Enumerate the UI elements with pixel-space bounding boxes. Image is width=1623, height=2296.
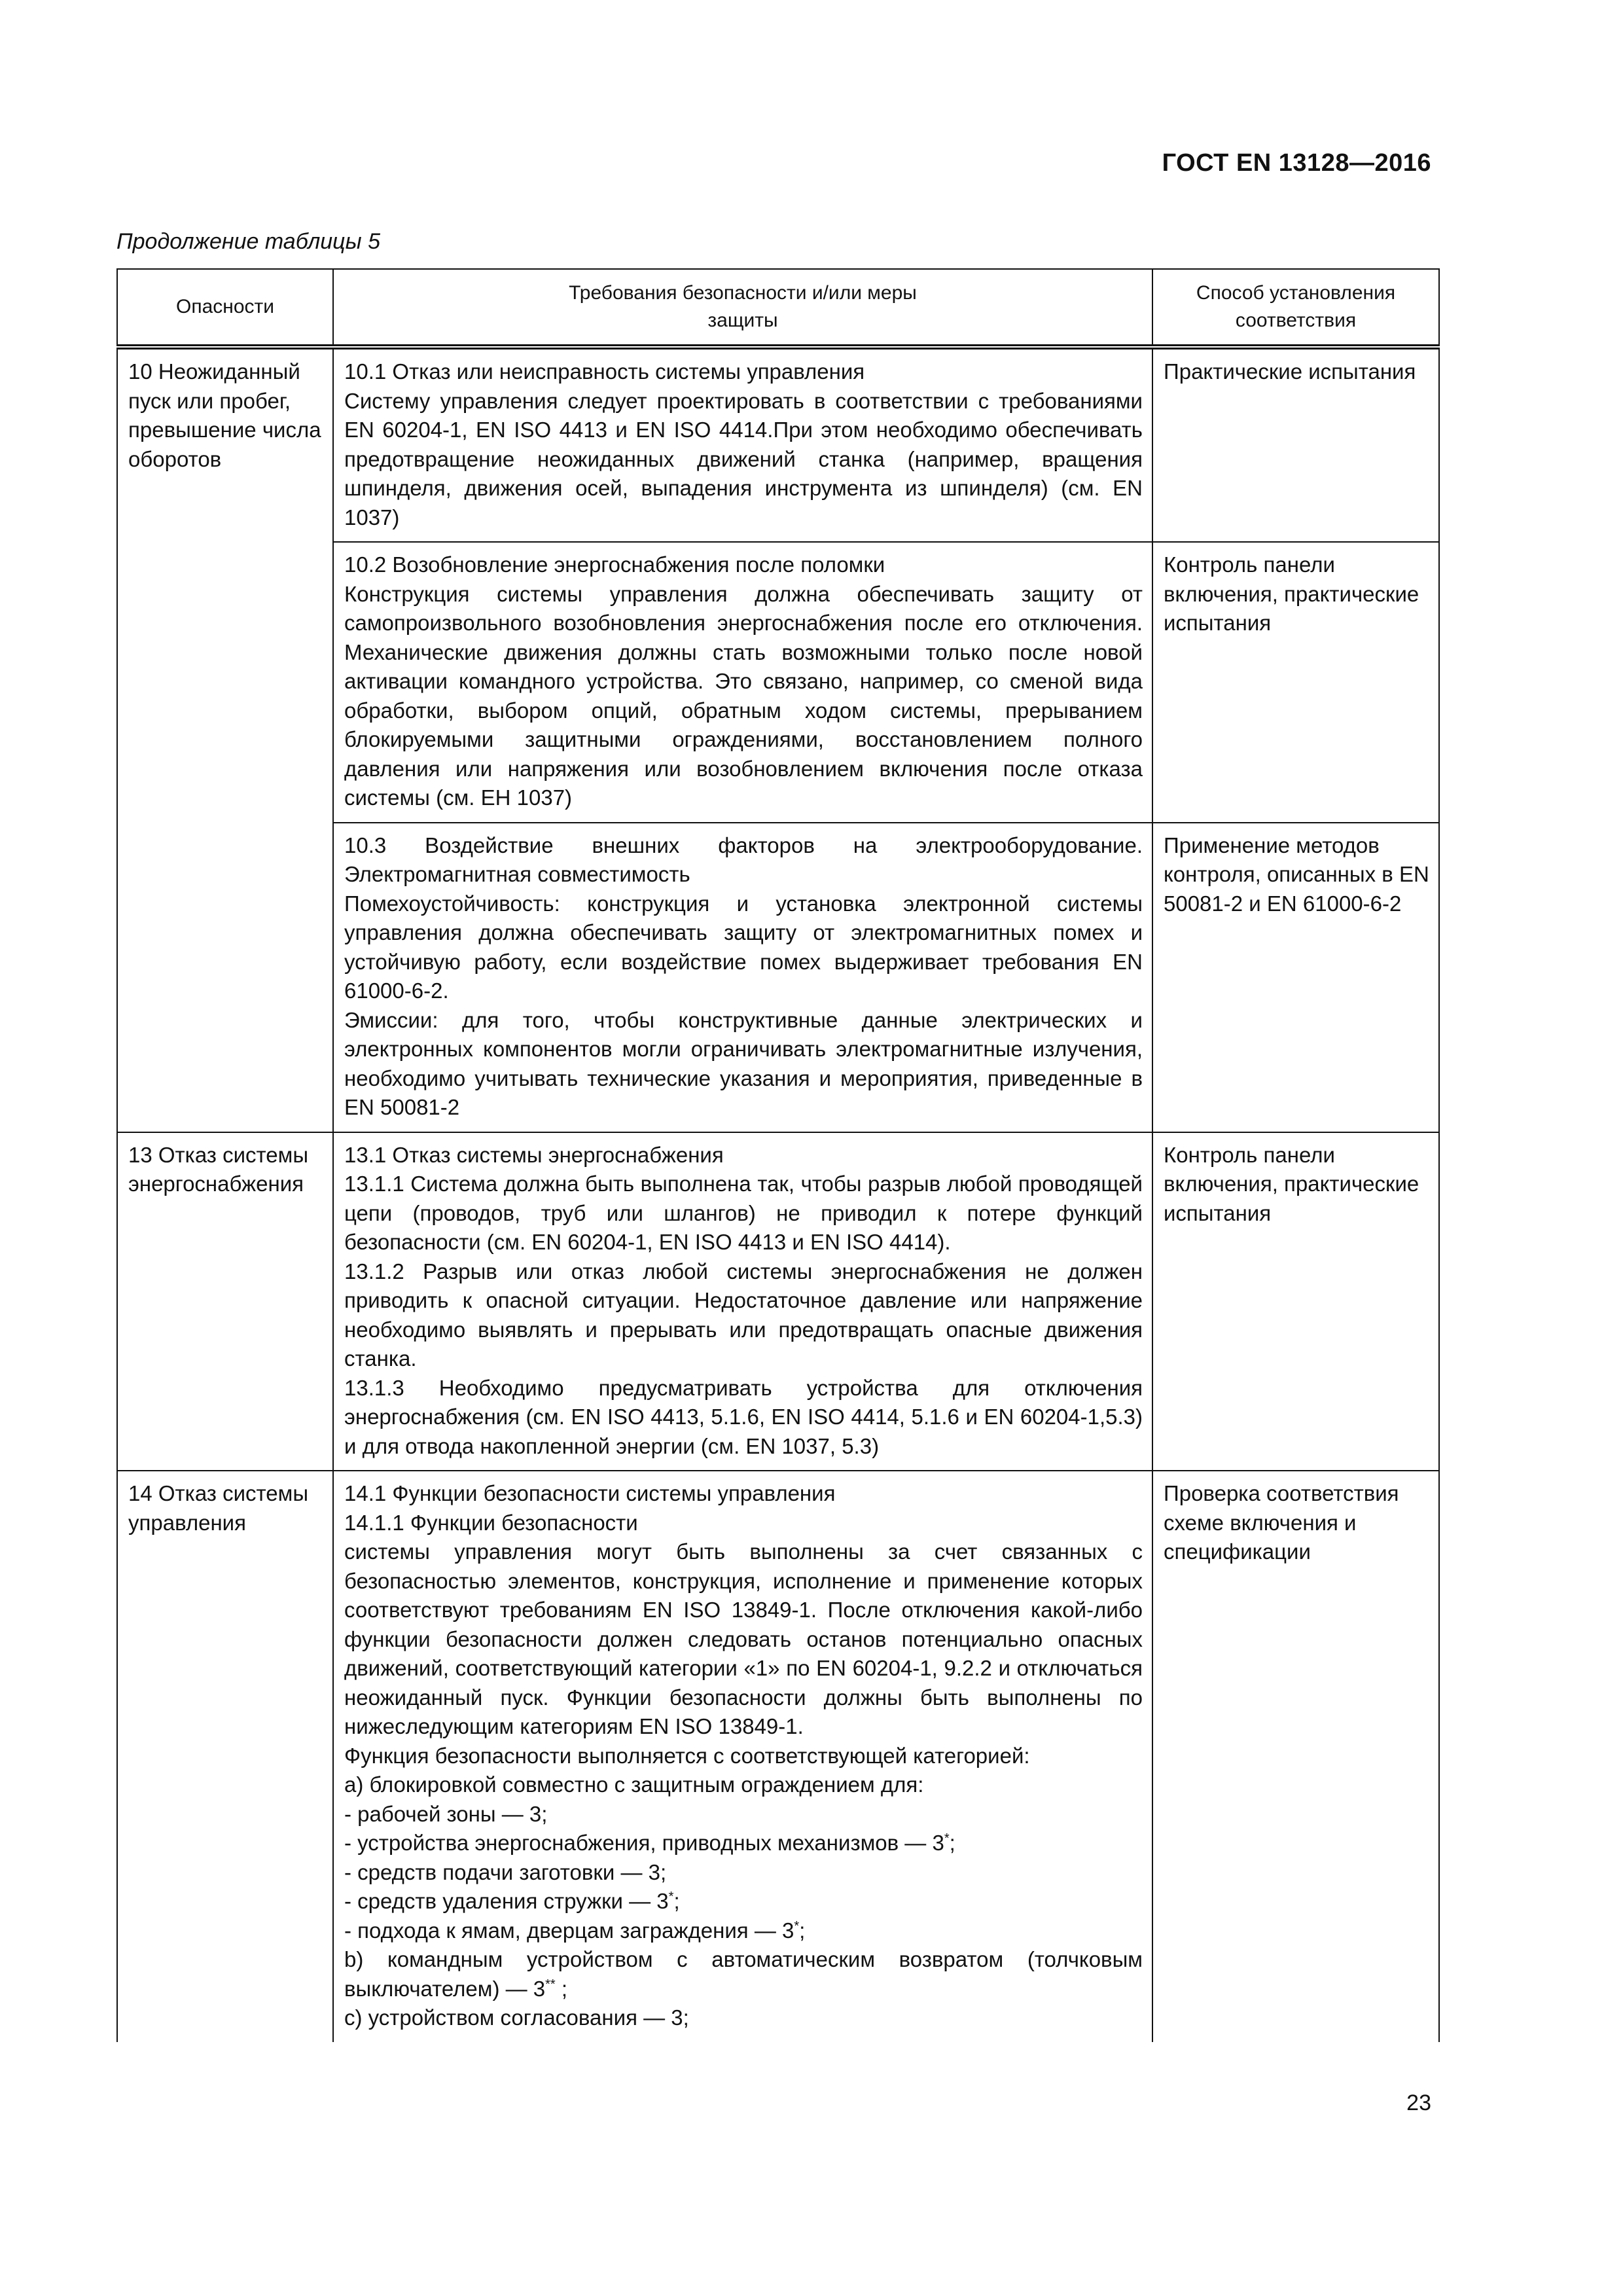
col-header-hazards: Опасности (117, 269, 333, 347)
req-14-text: системы управления могут быть выполнены за счет связанных с безопасностью элементов, конструкция, исполнение и применение которых соответствуют требованиям EN ISO 13849-1. После отключения какой-либо функции безопасности должен следовать останов потенциально опасных движений, соответствующий категории «1» по EN 60204-1, 9.2.2 и отключаться неожиданный пуск. Функции безопасности должны быть выполнены по нижеследующим категориям EN ISO 13849-1. (344, 1539, 1143, 1738)
req-14-item-power-supply: - устройства энергоснабжения, приводных механизмов — 3*; (344, 1831, 955, 1855)
req-14-item-c: c) устройством согласования — 3; (344, 2005, 689, 2030)
req-14-item-feed: - средств подачи заготовки — 3; (344, 1859, 667, 1884)
req-10-1-text: Систему управления следует проектировать в соответствии с требованиями EN 60204-1, EN ISO 4413 и EN ISO 4414.При этом необходимо обеспечивать предотвращение неожиданных движений станка (например, вращения шпинделя, движения осей, выпадения инструмента из шпинделя) (см. EN 1037) (344, 388, 1143, 529)
requirement-13 (333, 1132, 1152, 1471)
req-14-item-pits: - подхода к ямам, дверцам заграждения — 3*; (344, 1918, 806, 1943)
req-14-item-b: b) командным устройством с автоматическим возвратом (толчковым выключателем) — 3** ; (344, 1947, 1143, 2001)
req-10-3-title: 10.3 Воздействие внешних факторов на электрооборудование. Электромагнитная совместимость (344, 833, 1143, 886)
req-13-1-1: 13.1.1 Система должна быть выполнена так, чтобы разрыв любой проводящей цепи (проводов, труб или шлангов) не приводил к потере функций безопасности (см. EN 60204-1, EN ISO 4413 и EN ISO 4414). (344, 1172, 1143, 1254)
requirements-table (116, 268, 1440, 2042)
req-13-1-3: 13.1.3 Необходимо предусматривать устройства для отключения энергоснабжения (см. EN ISO 4413, 5.1.6, EN ISO 4414, 5.1.6 и EN 60204-1,5.3) и для отвода накопленной энергии (см. EN 1037, 5.3) (344, 1375, 1143, 1458)
req-10-3-emissions: Эмиссии: для того, чтобы конструктивные данные электрических и электронных компонентов могли ограничивать электромагнитные излучения, необходимо учитывать технические указания и мероприятия, приведенные в EN 50081-2 (344, 1007, 1143, 1119)
page-number: 23 (1406, 2090, 1431, 2115)
req-14-item-a: а) блокировкой совместно с защитным ограждением для: (344, 1772, 924, 1797)
req-10-2-title: 10.2 Возобновление энергоснабжения после поломки (344, 552, 885, 577)
verification-13: Контроль панели включения, практические испытания (1152, 1132, 1439, 1471)
col-header-verification: Способ установления соответствия (1152, 269, 1439, 347)
col-header-requirements: Требования безопасности и/или меры защиты (333, 269, 1152, 347)
req-13-1-2: 13.1.2 Разрыв или отказ любой системы энергоснабжения не должен приводить к опасной ситуации. Недостаточное давление или напряжение необходимо выявлять и прерывать или предотвращать опасные движения станка. (344, 1259, 1143, 1371)
table-continuation-caption: Продолжение таблицы 5 (116, 229, 380, 254)
requirement-10-1 (333, 347, 1152, 542)
req-14-category-intro: Функция безопасности выполняется с соответствующей категорией: (344, 1743, 1030, 1768)
footnote-mark: * (794, 1918, 800, 1933)
verification-14: Проверка соответствия схеме включения и спецификации (1152, 1471, 1439, 2042)
table-row-14 (117, 1471, 1439, 2042)
footnote-mark: * (668, 1890, 674, 1904)
verification-10-1: Практические испытания (1152, 347, 1439, 542)
hazard-13: 13 Отказ системы энергоснабжения (117, 1132, 333, 1471)
table-row-10-1 (117, 347, 1439, 542)
req-14-1-1: 14.1.1 Функции безопасности (344, 1510, 638, 1535)
req-14-item-chips: - средств удаления стружки — 3*; (344, 1889, 680, 1913)
req-14-item-work-zone: - рабочей зоны — 3; (344, 1801, 548, 1826)
verification-10-2: Контроль панели включения, практические испытания (1152, 542, 1439, 823)
requirement-10-3 (333, 823, 1152, 1132)
req-10-2-text: Конструкция системы управления должна обеспечивать защиту от самопроизвольного возобновления энергоснабжения после его отключения. Механические движения должны стать возможными только после новой активации командного устройства. Это связано, например, со сменой вида обработки, выбором опций, обратным ходом системы, прерыванием блокируемыми защитными ограждениями, восстановлением полного давления или напряжения или возобновлением включения после отказа системы (см. ЕН 1037) (344, 581, 1143, 810)
req-14-1: 14.1 Функции безопасности системы управления (344, 1481, 836, 1505)
footnote-mark: * (944, 1831, 950, 1846)
requirement-10-2 (333, 542, 1152, 823)
table-row-13 (117, 1132, 1439, 1471)
req-10-1-title: 10.1 Отказ или неисправность системы управления (344, 359, 865, 384)
footnote-mark: ** (545, 1977, 556, 1992)
table-header-row (117, 269, 1439, 347)
standard-designation: ГОСТ EN 13128—2016 (1162, 149, 1431, 177)
req-10-3-immunity: Помехоустойчивость: конструкция и установка электронной системы управления должна обеспечивать защиту от электромагнитных помех и устойчивую работу, если воздействие помех выдерживает требования EN 61000-6-2. (344, 891, 1143, 1003)
verification-10-3: Применение методов контроля, описанных в EN 50081-2 и EN 61000-6-2 (1152, 823, 1439, 1132)
hazard-14: 14 Отказ системы управления (117, 1471, 333, 2042)
hazard-10: 10 Неожиданный пуск или пробег, превышение числа оборотов (117, 347, 333, 1132)
requirement-14 (333, 1471, 1152, 2042)
req-13-1: 13.1 Отказ системы энергоснабжения (344, 1142, 724, 1167)
